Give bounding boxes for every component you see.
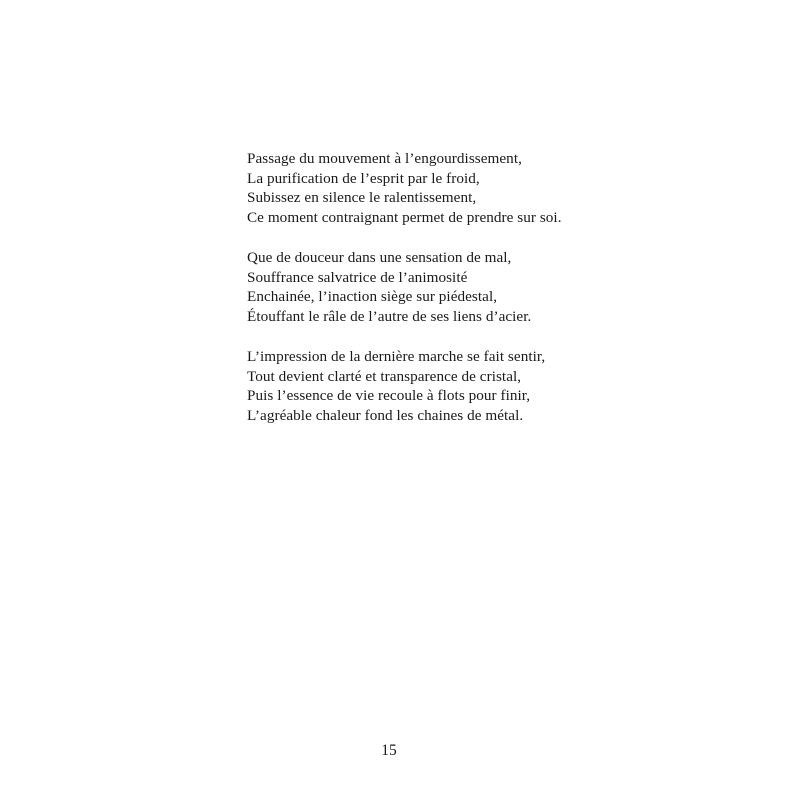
poem-line: L’impression de la dernière marche se fait sentir, [247, 348, 546, 365]
page-number: 15 [381, 742, 397, 759]
poem-line: Ce moment contraignant permet de prendre sur soi. [247, 208, 562, 226]
poem-line: Passage du mouvement à l’engourdissement, [247, 150, 522, 167]
poem-line: Enchainée, l’inaction siège sur piédestal, [247, 288, 498, 305]
poem-line: Puis l’essence de vie recoule à flots pour finir, [247, 387, 531, 404]
poem-line: Subissez en silence le ralentissement, [247, 189, 477, 206]
poem-line: Étouffant le râle de l’autre de ses liens d’acier. [247, 307, 532, 325]
poem-line: Tout devient clarté et transparence de cristal, [247, 367, 522, 385]
stanza-2 [247, 248, 717, 326]
poem-line: Que de douceur dans une sensation de mal, [247, 249, 512, 266]
poem-line: Souffrance salvatrice de l’animosité [247, 268, 468, 286]
stanza-3 [247, 347, 717, 425]
poem-line: La purification de l’esprit par le froid, [247, 169, 480, 187]
stanza-1 [247, 149, 717, 227]
poem [247, 149, 717, 446]
poem-line: L’agréable chaleur fond les chaines de métal. [247, 406, 524, 424]
